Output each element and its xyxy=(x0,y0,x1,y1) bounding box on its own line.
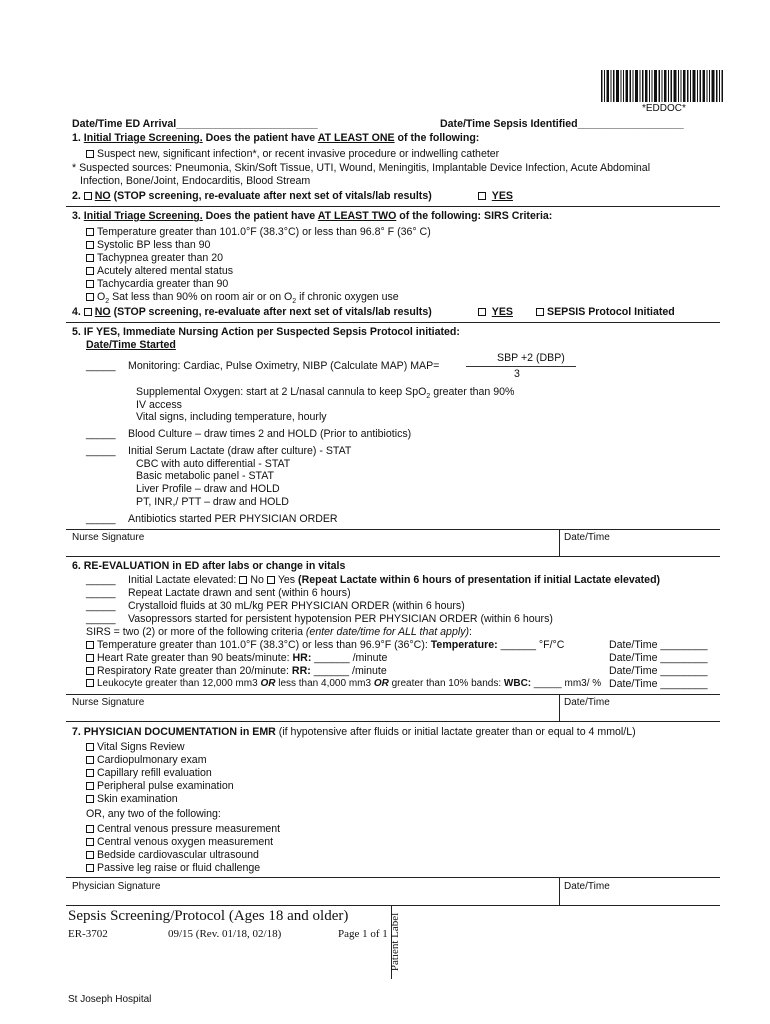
date-time-field[interactable]: Date/Time xyxy=(564,697,610,708)
checkbox-icon[interactable] xyxy=(86,825,94,833)
s1-option[interactable]: Suspect new, significant infection*, or recent invasive procedure or indwelling catheter xyxy=(86,148,499,160)
s6-datetime[interactable]: Date/Time ________ xyxy=(609,665,708,677)
checkbox-icon[interactable] xyxy=(239,576,247,584)
s5-vitals: Vital signs, including temperature, hourly xyxy=(136,411,327,423)
s6-blank[interactable]: _____ xyxy=(86,613,116,625)
s7-item[interactable]: Capillary refill evaluation xyxy=(86,767,212,779)
date-time-field[interactable]: Date/Time xyxy=(564,532,610,543)
s6-blank[interactable]: _____ xyxy=(86,574,116,586)
s5-blank[interactable]: _____ xyxy=(86,513,116,525)
s5-oxygen: Supplemental Oxygen: start at 2 L/nasal cannula to keep SpO$_2$ greater than 90% xyxy=(136,386,515,401)
s3-item[interactable]: Tachycardia greater than 90 xyxy=(86,278,228,290)
s6-repeat: Repeat Lactate drawn and sent (within 6 hours) xyxy=(128,587,351,599)
checkbox-icon[interactable] xyxy=(86,743,94,751)
checkbox-icon[interactable] xyxy=(86,769,94,777)
s7-item[interactable]: Central venous pressure measurement xyxy=(86,823,280,835)
s1-question: 1. Initial Triage Screening. Does the patient have AT LEAST ONE of the following: xyxy=(72,132,480,144)
s3-question: 3. Initial Triage Screening. Does the patient have AT LEAST TWO of the following: SIRS Criteria: xyxy=(72,210,553,222)
s5-lab: Basic metabolic panel - STAT xyxy=(136,470,274,482)
checkbox-icon[interactable] xyxy=(86,667,94,675)
s6-heading: 6. RE-EVALUATION in ED after labs or change in vitals xyxy=(72,560,346,572)
map-numerator: SBP +2 (DBP) xyxy=(497,352,565,364)
barcode-text: *EDDOC* xyxy=(642,103,686,114)
nurse-signature-field[interactable]: Nurse Signature xyxy=(72,532,145,543)
s1-note1: * Suspected sources: Pneumonia, Skin/Soft Tissue, UTI, Wound, Meningitis, Implantable Device Infection, Acute Abdominal xyxy=(72,162,651,174)
s2-yes-option[interactable]: YES xyxy=(478,190,513,202)
s2-no-option[interactable]: 2. NO (STOP screening, re-evaluate after next set of vitals/lab results) xyxy=(72,190,432,202)
s6-leukocyte[interactable]: Leukocyte greater than 12,000 mm3 OR less than 4,000 mm3 OR greater than 10% bands: WBC: _____ mm3/ % xyxy=(86,678,601,689)
barcode-icon xyxy=(601,70,723,102)
checkbox-icon[interactable] xyxy=(536,308,544,316)
s6-respiratory-rate[interactable]: Respiratory Rate greater than 20/minute: RR: ______ /minute xyxy=(86,665,387,677)
s5-blank[interactable]: _____ xyxy=(86,360,116,372)
checkbox-icon[interactable] xyxy=(478,192,486,200)
s5-culture: Blood Culture – draw times 2 and HOLD (Prior to antibiotics) xyxy=(128,428,412,440)
s3-item[interactable]: Systolic BP less than 90 xyxy=(86,239,210,251)
form-revision: 09/15 (Rev. 01/18, 02/18) xyxy=(168,928,282,940)
checkbox-icon[interactable] xyxy=(86,782,94,790)
s3-item-o2[interactable]: $O_2$ Sat less than 90% on room air or on $O_2$ if chronic oxygen use xyxy=(86,291,399,305)
s4-no-option[interactable]: 4. NO (STOP screening, re-evaluate after next set of vitals/lab results) xyxy=(72,306,432,318)
s6-lactate-elevated: Initial Lactate elevated: No Yes (Repeat Lactate within 6 hours of presentation if initial Lactate elevated) xyxy=(128,574,661,586)
checkbox-icon[interactable] xyxy=(84,192,92,200)
s7-item[interactable]: Vital Signs Review xyxy=(86,741,185,753)
checkbox-icon[interactable] xyxy=(86,293,94,301)
s6-temperature[interactable]: Temperature greater than 101.0°F (38.3°C) or less than 96.9°F (36°C): Temperature: ______ °F/°C xyxy=(86,639,564,651)
s6-vasopressors: Vasopressors started for persistent hypotension PER PHYSICIAN ORDER (within 6 hours) xyxy=(128,613,553,625)
checkbox-icon[interactable] xyxy=(86,756,94,764)
s6-datetime[interactable]: Date/Time ________ xyxy=(609,652,708,664)
checkbox-icon[interactable] xyxy=(86,254,94,262)
s4-yes-option[interactable]: YES xyxy=(478,306,513,318)
s5-iv: IV access xyxy=(136,399,182,411)
s5-lab: CBC with auto differential - STAT xyxy=(136,458,291,470)
checkbox-icon[interactable] xyxy=(86,641,94,649)
nurse-signature-field[interactable]: Nurse Signature xyxy=(72,697,145,708)
barcode xyxy=(601,70,723,102)
page-number: Page 1 of 1 xyxy=(338,928,388,940)
checkbox-icon[interactable] xyxy=(478,308,486,316)
s7-heading: 7. PHYSICIAN DOCUMENTATION in EMR (if hypotensive after fluids or initial lactate greater than or equal to 4 mmol/L) xyxy=(72,726,636,738)
s5-antibiotics: Antibiotics started PER PHYSICIAN ORDER xyxy=(128,513,338,525)
map-denominator: 3 xyxy=(514,368,520,380)
s6-heart-rate[interactable]: Heart Rate greater than 90 beats/minute: HR: ______ /minute xyxy=(86,652,387,664)
s6-blank[interactable]: _____ xyxy=(86,587,116,599)
s5-heading: 5. IF YES, Immediate Nursing Action per Suspected Sepsis Protocol initiated: xyxy=(72,326,460,338)
s3-item[interactable]: Acutely altered mental status xyxy=(86,265,233,277)
checkbox-icon[interactable] xyxy=(86,838,94,846)
s5-lab: PT, INR,/ PTT – draw and HOLD xyxy=(136,496,289,508)
s6-datetime[interactable]: Date/Time ________ xyxy=(609,678,708,690)
form-number: ER-3702 xyxy=(68,928,108,940)
checkbox-icon[interactable] xyxy=(86,851,94,859)
s5-blank[interactable]: _____ xyxy=(86,428,116,440)
s5-datetime-started: Date/Time Started xyxy=(86,339,176,351)
s7-item[interactable]: Bedside cardiovascular ultrasound xyxy=(86,849,259,861)
hospital-name: St Joseph Hospital xyxy=(68,994,152,1005)
checkbox-icon[interactable] xyxy=(267,576,275,584)
checkbox-icon[interactable] xyxy=(86,228,94,236)
s7-item[interactable]: Cardiopulmonary exam xyxy=(86,754,207,766)
s3-item[interactable]: Temperature greater than 101.0°F (38.3°C) or less than 96.8° F (36° C) xyxy=(86,226,431,238)
s5-lactate: Initial Serum Lactate (draw after culture) - STAT xyxy=(128,445,352,457)
checkbox-icon[interactable] xyxy=(86,267,94,275)
checkbox-icon[interactable] xyxy=(86,654,94,662)
s5-blank[interactable]: _____ xyxy=(86,445,116,457)
checkbox-icon[interactable] xyxy=(86,679,94,687)
physician-signature-field[interactable]: Physician Signature xyxy=(72,881,161,892)
checkbox-icon[interactable] xyxy=(86,864,94,872)
s7-or: OR, any two of the following: xyxy=(86,808,221,820)
checkbox-icon[interactable] xyxy=(84,308,92,316)
checkbox-icon[interactable] xyxy=(86,795,94,803)
checkbox-icon[interactable] xyxy=(86,280,94,288)
s3-item[interactable]: Tachypnea greater than 20 xyxy=(86,252,223,264)
s5-lab: Liver Profile – draw and HOLD xyxy=(136,483,280,495)
date-time-field[interactable]: Date/Time xyxy=(564,881,610,892)
patient-label-area: Patient Label xyxy=(389,912,402,972)
identified-field[interactable]: Date/Time Sepsis Identified__________________ xyxy=(440,118,684,130)
s6-crystalloid: Crystalloid fluids at 30 mL/kg PER PHYSICIAN ORDER (within 6 hours) xyxy=(128,600,465,612)
s6-datetime[interactable]: Date/Time ________ xyxy=(609,639,708,651)
s6-sirs: SIRS = two (2) or more of the following criteria (enter date/time for ALL that apply): xyxy=(86,626,472,638)
checkbox-icon[interactable] xyxy=(86,150,94,158)
s7-item[interactable]: Skin examination xyxy=(86,793,178,805)
s7-item[interactable]: Central venous oxygen measurement xyxy=(86,836,273,848)
arrival-field[interactable]: Date/Time ED Arrival________________________ xyxy=(72,118,318,130)
s4-protocol-option[interactable]: SEPSIS Protocol Initiated xyxy=(536,306,675,318)
s1-note2: Infection, Bone/Joint, Endocarditis, Blood Stream xyxy=(80,175,311,187)
checkbox-icon[interactable] xyxy=(86,241,94,249)
s5-monitoring: Monitoring: Cardiac, Pulse Oximetry, NIBP (Calculate MAP) MAP= xyxy=(128,360,440,372)
s6-blank[interactable]: _____ xyxy=(86,600,116,612)
form-title: Sepsis Screening/Protocol (Ages 18 and older) xyxy=(68,908,349,924)
s7-item[interactable]: Passive leg raise or fluid challenge xyxy=(86,862,260,874)
s7-item[interactable]: Peripheral pulse examination xyxy=(86,780,234,792)
